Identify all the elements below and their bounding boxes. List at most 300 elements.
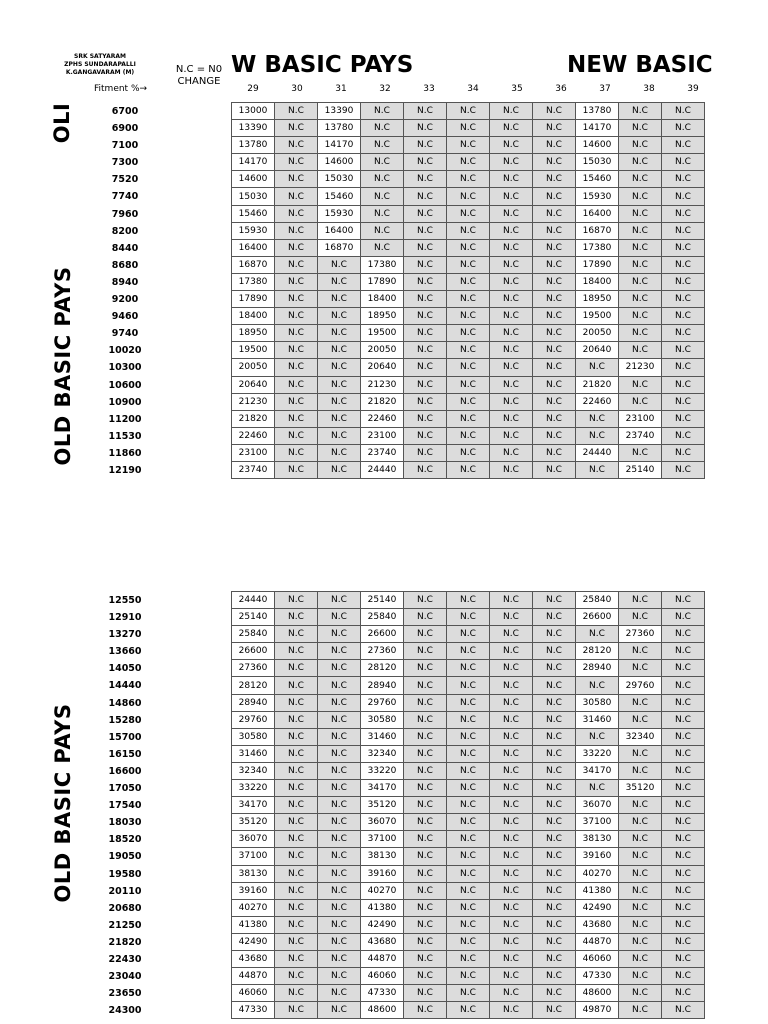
fitment-column-header: 37 bbox=[599, 84, 611, 94]
no-change-cell: N.C bbox=[533, 188, 576, 205]
table-row bbox=[232, 342, 705, 359]
new-basic-pay-cell: 31460 bbox=[576, 711, 619, 728]
fitment-column-header: 31 bbox=[335, 84, 347, 94]
no-change-cell: N.C bbox=[404, 745, 447, 762]
no-change-cell: N.C bbox=[533, 410, 576, 427]
table-row bbox=[232, 103, 705, 120]
new-basic-pay-cell: 48600 bbox=[361, 1002, 404, 1019]
no-change-cell: N.C bbox=[533, 626, 576, 643]
table-row bbox=[232, 171, 705, 188]
no-change-cell: N.C bbox=[533, 103, 576, 120]
no-change-cell: N.C bbox=[275, 933, 318, 950]
new-basic-pay-cell: 18950 bbox=[361, 308, 404, 325]
no-change-cell: N.C bbox=[447, 643, 490, 660]
table-row bbox=[232, 780, 705, 797]
no-change-cell: N.C bbox=[662, 188, 705, 205]
no-change-cell: N.C bbox=[318, 865, 361, 882]
new-basic-pay-cell: 17380 bbox=[232, 273, 275, 290]
new-basic-pay-cell: 38130 bbox=[576, 831, 619, 848]
new-basic-pay-cell: 15030 bbox=[318, 171, 361, 188]
old-basic-pay: 17540 bbox=[108, 800, 142, 812]
no-change-cell: N.C bbox=[490, 342, 533, 359]
no-change-cell: N.C bbox=[533, 137, 576, 154]
new-basic-pay-cell: 18950 bbox=[576, 291, 619, 308]
new-basic-pay-cell: 26600 bbox=[232, 643, 275, 660]
no-change-cell: N.C bbox=[275, 609, 318, 626]
new-basic-pay-cell: 14170 bbox=[576, 120, 619, 137]
no-change-cell: N.C bbox=[662, 427, 705, 444]
no-change-cell: N.C bbox=[662, 1002, 705, 1019]
no-change-cell: N.C bbox=[619, 814, 662, 831]
new-basic-pay-cell: 24440 bbox=[576, 444, 619, 461]
no-change-cell: N.C bbox=[275, 728, 318, 745]
no-change-cell: N.C bbox=[275, 968, 318, 985]
no-change-cell: N.C bbox=[619, 797, 662, 814]
no-change-cell: N.C bbox=[275, 376, 318, 393]
no-change-cell: N.C bbox=[318, 376, 361, 393]
no-change-cell: N.C bbox=[447, 154, 490, 171]
old-basic-pay: 19050 bbox=[108, 851, 142, 863]
table-row bbox=[232, 137, 705, 154]
no-change-cell: N.C bbox=[662, 985, 705, 1002]
new-basic-pay-cell: 32340 bbox=[361, 745, 404, 762]
no-change-cell: N.C bbox=[447, 848, 490, 865]
old-basic-pay: 8200 bbox=[111, 225, 139, 237]
new-basic-pay-cell: 25840 bbox=[361, 609, 404, 626]
new-basic-pay-cell: 35120 bbox=[232, 814, 275, 831]
new-basic-pay-cell: 18950 bbox=[232, 325, 275, 342]
new-basic-pay-cell: 16870 bbox=[232, 256, 275, 273]
new-basic-pay-cell: 42490 bbox=[232, 933, 275, 950]
side-label-old-basic-pays: OLD BASIC PAYS bbox=[51, 266, 75, 466]
new-basic-pay-cell: 16870 bbox=[318, 239, 361, 256]
old-basic-pay: 7100 bbox=[111, 140, 139, 152]
no-change-cell: N.C bbox=[318, 968, 361, 985]
no-change-cell: N.C bbox=[361, 137, 404, 154]
new-basic-pay-cell: 47330 bbox=[361, 985, 404, 1002]
no-change-cell: N.C bbox=[447, 103, 490, 120]
old-basic-pay: 22430 bbox=[108, 953, 142, 965]
no-change-cell: N.C bbox=[318, 643, 361, 660]
no-change-cell: N.C bbox=[275, 120, 318, 137]
table-row bbox=[232, 745, 705, 762]
no-change-cell: N.C bbox=[662, 444, 705, 461]
old-basic-pay: 21250 bbox=[108, 919, 142, 931]
new-basic-pay-cell: 24440 bbox=[361, 461, 404, 478]
new-basic-pay-cell: 46060 bbox=[361, 968, 404, 985]
old-basic-pay: 6700 bbox=[111, 106, 139, 117]
new-basic-pay-cell: 43680 bbox=[361, 933, 404, 950]
new-basic-pay-cell: 15930 bbox=[232, 222, 275, 239]
no-change-cell: N.C bbox=[447, 188, 490, 205]
new-basic-pay-cell: 25140 bbox=[361, 592, 404, 609]
no-change-cell: N.C bbox=[619, 256, 662, 273]
table-row bbox=[232, 376, 705, 393]
no-change-cell: N.C bbox=[619, 393, 662, 410]
no-change-cell: N.C bbox=[662, 933, 705, 950]
no-change-cell: N.C bbox=[490, 797, 533, 814]
old-basic-pay: 8680 bbox=[111, 259, 139, 271]
no-change-cell: N.C bbox=[490, 950, 533, 967]
no-change-cell: N.C bbox=[490, 444, 533, 461]
new-basic-pay-cell: 26600 bbox=[361, 626, 404, 643]
old-basic-pay: 11530 bbox=[108, 430, 142, 442]
new-basic-pay-cell: 13780 bbox=[576, 103, 619, 120]
table-row bbox=[232, 762, 705, 779]
old-basic-pay: 13660 bbox=[108, 646, 142, 658]
new-basic-pay-cell: 15930 bbox=[576, 188, 619, 205]
no-change-cell: N.C bbox=[490, 137, 533, 154]
no-change-cell: N.C bbox=[662, 291, 705, 308]
new-basic-pay-cell: 37100 bbox=[232, 848, 275, 865]
no-change-cell: N.C bbox=[490, 103, 533, 120]
no-change-cell: N.C bbox=[447, 444, 490, 461]
new-basic-pay-cell: 22460 bbox=[232, 427, 275, 444]
no-change-cell: N.C bbox=[490, 762, 533, 779]
no-change-cell: N.C bbox=[404, 865, 447, 882]
new-basic-pay-cell: 48600 bbox=[576, 985, 619, 1002]
old-basic-pay: 8440 bbox=[111, 242, 139, 254]
old-basic-pay: 16150 bbox=[108, 748, 142, 760]
no-change-cell: N.C bbox=[490, 120, 533, 137]
no-change-cell: N.C bbox=[533, 677, 576, 694]
new-basic-pay-cell: 20640 bbox=[232, 376, 275, 393]
no-change-cell: N.C bbox=[662, 831, 705, 848]
no-change-cell: N.C bbox=[533, 592, 576, 609]
new-basic-pay-cell: 20050 bbox=[232, 359, 275, 376]
no-change-cell: N.C bbox=[447, 899, 490, 916]
new-basic-pay-cell: 21230 bbox=[361, 376, 404, 393]
new-basic-pay-cell: 13390 bbox=[318, 103, 361, 120]
old-basic-pay: 8940 bbox=[111, 276, 139, 288]
no-change-cell: N.C bbox=[404, 256, 447, 273]
new-basic-pay-cell: 16400 bbox=[318, 222, 361, 239]
no-change-cell: N.C bbox=[662, 592, 705, 609]
old-basic-pay: 7960 bbox=[111, 208, 139, 220]
no-change-cell: N.C bbox=[490, 848, 533, 865]
no-change-cell: N.C bbox=[447, 222, 490, 239]
fitment-column-header: 34 bbox=[467, 84, 479, 94]
no-change-cell: N.C bbox=[490, 745, 533, 762]
no-change-cell: N.C bbox=[490, 188, 533, 205]
new-basic-pay-cell: 44870 bbox=[361, 950, 404, 967]
fitment-table-2 bbox=[231, 591, 705, 1019]
no-change-cell: N.C bbox=[404, 154, 447, 171]
no-change-cell: N.C bbox=[275, 694, 318, 711]
no-change-cell: N.C bbox=[275, 592, 318, 609]
no-change-cell: N.C bbox=[404, 291, 447, 308]
no-change-cell: N.C bbox=[533, 291, 576, 308]
new-basic-pay-cell: 34170 bbox=[576, 762, 619, 779]
old-pay-column bbox=[100, 103, 150, 479]
new-basic-pay-cell: 23740 bbox=[232, 461, 275, 478]
no-change-cell: N.C bbox=[318, 711, 361, 728]
no-change-cell: N.C bbox=[404, 677, 447, 694]
no-change-cell: N.C bbox=[662, 461, 705, 478]
no-change-cell: N.C bbox=[318, 797, 361, 814]
no-change-cell: N.C bbox=[490, 643, 533, 660]
no-change-cell: N.C bbox=[533, 205, 576, 222]
no-change-cell: N.C bbox=[490, 376, 533, 393]
no-change-cell: N.C bbox=[275, 359, 318, 376]
no-change-cell: N.C bbox=[619, 609, 662, 626]
new-basic-pay-cell: 31460 bbox=[361, 728, 404, 745]
new-basic-pay-cell: 35120 bbox=[361, 797, 404, 814]
no-change-cell: N.C bbox=[275, 103, 318, 120]
new-basic-pay-cell: 30580 bbox=[576, 694, 619, 711]
no-change-cell: N.C bbox=[404, 660, 447, 677]
no-change-cell: N.C bbox=[662, 848, 705, 865]
old-basic-pay: 9460 bbox=[111, 311, 139, 323]
no-change-cell: N.C bbox=[619, 711, 662, 728]
no-change-cell: N.C bbox=[533, 222, 576, 239]
no-change-cell: N.C bbox=[490, 222, 533, 239]
attribution-line: ZPHS SUNDARAPALLI bbox=[64, 61, 136, 68]
new-basic-pay-cell: 23740 bbox=[619, 427, 662, 444]
no-change-cell: N.C bbox=[318, 256, 361, 273]
no-change-cell: N.C bbox=[404, 137, 447, 154]
no-change-cell: N.C bbox=[490, 882, 533, 899]
table-row bbox=[232, 985, 705, 1002]
no-change-cell: N.C bbox=[404, 1002, 447, 1019]
old-basic-pay: 6900 bbox=[111, 123, 139, 135]
no-change-cell: N.C bbox=[533, 899, 576, 916]
no-change-cell: N.C bbox=[533, 171, 576, 188]
old-basic-pay: 23040 bbox=[108, 971, 142, 983]
no-change-cell: N.C bbox=[275, 848, 318, 865]
new-basic-pay-cell: 37100 bbox=[576, 814, 619, 831]
no-change-cell: N.C bbox=[318, 342, 361, 359]
no-change-cell: N.C bbox=[447, 342, 490, 359]
no-change-cell: N.C bbox=[447, 376, 490, 393]
no-change-cell: N.C bbox=[447, 728, 490, 745]
table-row bbox=[232, 427, 705, 444]
no-change-cell: N.C bbox=[533, 325, 576, 342]
no-change-cell: N.C bbox=[619, 950, 662, 967]
no-change-cell: N.C bbox=[275, 444, 318, 461]
table-row bbox=[232, 831, 705, 848]
no-change-cell: N.C bbox=[662, 137, 705, 154]
no-change-cell: N.C bbox=[619, 745, 662, 762]
new-basic-pay-cell: 13000 bbox=[232, 103, 275, 120]
no-change-cell: N.C bbox=[662, 814, 705, 831]
new-basic-pay-cell: 31460 bbox=[232, 745, 275, 762]
no-change-cell: N.C bbox=[490, 325, 533, 342]
new-basic-pay-cell: 21820 bbox=[361, 393, 404, 410]
table-row bbox=[232, 643, 705, 660]
new-basic-pay-cell: 36070 bbox=[576, 797, 619, 814]
no-change-cell: N.C bbox=[662, 780, 705, 797]
no-change-cell: N.C bbox=[318, 626, 361, 643]
new-basic-pay-cell: 15460 bbox=[576, 171, 619, 188]
new-basic-pay-cell: 14600 bbox=[576, 137, 619, 154]
no-change-cell: N.C bbox=[404, 899, 447, 916]
new-basic-pay-cell: 17380 bbox=[576, 239, 619, 256]
new-basic-pay-cell: 21820 bbox=[576, 376, 619, 393]
new-basic-pay-cell: 43680 bbox=[576, 916, 619, 933]
new-basic-pay-cell: 25840 bbox=[576, 592, 619, 609]
table-row bbox=[232, 291, 705, 308]
new-basic-pay-cell: 20050 bbox=[576, 325, 619, 342]
no-change-cell: N.C bbox=[404, 985, 447, 1002]
no-change-cell: N.C bbox=[662, 694, 705, 711]
no-change-cell: N.C bbox=[361, 205, 404, 222]
no-change-cell: N.C bbox=[662, 256, 705, 273]
no-change-cell: N.C bbox=[490, 660, 533, 677]
no-change-cell: N.C bbox=[533, 444, 576, 461]
table-row bbox=[232, 728, 705, 745]
no-change-cell: N.C bbox=[447, 325, 490, 342]
no-change-cell: N.C bbox=[490, 677, 533, 694]
no-change-cell: N.C bbox=[404, 694, 447, 711]
no-change-cell: N.C bbox=[404, 762, 447, 779]
no-change-cell: N.C bbox=[404, 780, 447, 797]
new-basic-pay-cell: 20050 bbox=[361, 342, 404, 359]
no-change-cell: N.C bbox=[662, 342, 705, 359]
no-change-cell: N.C bbox=[404, 728, 447, 745]
fitment-column-header: 39 bbox=[687, 84, 699, 94]
no-change-cell: N.C bbox=[619, 831, 662, 848]
no-change-cell: N.C bbox=[533, 814, 576, 831]
old-basic-pay: 13270 bbox=[108, 629, 142, 641]
new-basic-pay-cell: 20640 bbox=[361, 359, 404, 376]
old-basic-pay: 16600 bbox=[108, 765, 142, 777]
new-basic-pay-cell: 23100 bbox=[361, 427, 404, 444]
old-basic-pay: 17050 bbox=[108, 783, 142, 795]
new-basic-pay-cell: 15030 bbox=[576, 154, 619, 171]
new-basic-pay-cell: 19500 bbox=[232, 342, 275, 359]
new-basic-pay-cell: 14170 bbox=[232, 154, 275, 171]
no-change-cell: N.C bbox=[447, 291, 490, 308]
no-change-cell: N.C bbox=[275, 882, 318, 899]
new-basic-pay-cell: 23100 bbox=[619, 410, 662, 427]
new-basic-pay-cell: 38130 bbox=[361, 848, 404, 865]
no-change-cell: N.C bbox=[533, 985, 576, 1002]
no-change-cell: N.C bbox=[490, 916, 533, 933]
new-basic-pay-cell: 24440 bbox=[232, 592, 275, 609]
no-change-cell: N.C bbox=[533, 797, 576, 814]
fitment-column-header: 36 bbox=[555, 84, 567, 94]
title-new-basic-pays: W BASIC PAYS bbox=[231, 52, 414, 78]
new-basic-pay-cell: 13780 bbox=[318, 120, 361, 137]
no-change-cell: N.C bbox=[404, 308, 447, 325]
table-row bbox=[232, 797, 705, 814]
no-change-cell: N.C bbox=[662, 899, 705, 916]
no-change-cell: N.C bbox=[447, 137, 490, 154]
no-change-cell: N.C bbox=[275, 393, 318, 410]
new-basic-pay-cell: 16400 bbox=[576, 205, 619, 222]
no-change-cell: N.C bbox=[318, 461, 361, 478]
no-change-cell: N.C bbox=[318, 393, 361, 410]
old-basic-pay: 15700 bbox=[108, 731, 142, 743]
no-change-cell: N.C bbox=[404, 103, 447, 120]
new-basic-pay-cell: 16400 bbox=[232, 239, 275, 256]
new-basic-pay-cell: 42490 bbox=[361, 916, 404, 933]
no-change-cell: N.C bbox=[361, 154, 404, 171]
no-change-cell: N.C bbox=[490, 461, 533, 478]
no-change-cell: N.C bbox=[275, 308, 318, 325]
no-change-cell: N.C bbox=[619, 592, 662, 609]
old-basic-pay: 10020 bbox=[108, 345, 142, 357]
no-change-cell: N.C bbox=[318, 780, 361, 797]
no-change-cell: N.C bbox=[318, 745, 361, 762]
new-basic-pay-cell: 13390 bbox=[232, 120, 275, 137]
no-change-cell: N.C bbox=[619, 291, 662, 308]
no-change-cell: N.C bbox=[619, 308, 662, 325]
new-basic-pay-cell: 33220 bbox=[576, 745, 619, 762]
no-change-cell: N.C bbox=[662, 205, 705, 222]
old-basic-pay: 20110 bbox=[108, 885, 142, 897]
no-change-cell: N.C bbox=[490, 308, 533, 325]
new-basic-pay-cell: 21230 bbox=[232, 393, 275, 410]
no-change-cell: N.C bbox=[318, 950, 361, 967]
old-basic-pay: 15280 bbox=[108, 714, 142, 726]
side-label-fragment: OLI bbox=[50, 102, 74, 144]
no-change-cell: N.C bbox=[490, 205, 533, 222]
no-change-cell: N.C bbox=[275, 325, 318, 342]
no-change-cell: N.C bbox=[490, 626, 533, 643]
no-change-cell: N.C bbox=[275, 643, 318, 660]
no-change-cell: N.C bbox=[619, 882, 662, 899]
no-change-cell: N.C bbox=[318, 291, 361, 308]
new-basic-pay-cell: 32340 bbox=[619, 728, 662, 745]
new-basic-pay-cell: 39160 bbox=[576, 848, 619, 865]
no-change-cell: N.C bbox=[662, 968, 705, 985]
no-change-cell: N.C bbox=[404, 359, 447, 376]
new-basic-pay-cell: 17890 bbox=[361, 273, 404, 290]
new-basic-pay-cell: 49870 bbox=[576, 1002, 619, 1019]
no-change-cell: N.C bbox=[490, 359, 533, 376]
no-change-cell: N.C bbox=[619, 120, 662, 137]
new-basic-pay-cell: 39160 bbox=[232, 882, 275, 899]
no-change-cell: N.C bbox=[275, 899, 318, 916]
no-change-cell: N.C bbox=[490, 609, 533, 626]
no-change-cell: N.C bbox=[318, 814, 361, 831]
no-change-cell: N.C bbox=[533, 393, 576, 410]
side-label-old-basic-pays: OLD BASIC PAYS bbox=[51, 703, 75, 903]
no-change-cell: N.C bbox=[275, 745, 318, 762]
new-basic-pay-cell: 40270 bbox=[576, 865, 619, 882]
no-change-cell: N.C bbox=[275, 677, 318, 694]
fitment-label: Fitment %→ bbox=[94, 84, 148, 94]
new-basic-pay-cell: 28120 bbox=[232, 677, 275, 694]
new-basic-pay-cell: 29760 bbox=[361, 694, 404, 711]
no-change-cell: N.C bbox=[490, 427, 533, 444]
new-basic-pay-cell: 18400 bbox=[361, 291, 404, 308]
no-change-cell: N.C bbox=[318, 848, 361, 865]
no-change-cell: N.C bbox=[662, 626, 705, 643]
no-change-cell: N.C bbox=[275, 865, 318, 882]
no-change-cell: N.C bbox=[404, 410, 447, 427]
no-change-cell: N.C bbox=[275, 239, 318, 256]
table-row bbox=[232, 677, 705, 694]
new-basic-pay-cell: 37100 bbox=[361, 831, 404, 848]
new-basic-pay-cell: 13780 bbox=[232, 137, 275, 154]
new-basic-pay-cell: 15030 bbox=[232, 188, 275, 205]
no-change-cell: N.C bbox=[447, 359, 490, 376]
no-change-cell: N.C bbox=[318, 444, 361, 461]
new-basic-pay-cell: 27360 bbox=[232, 660, 275, 677]
no-change-cell: N.C bbox=[619, 762, 662, 779]
no-change-cell: N.C bbox=[490, 985, 533, 1002]
new-basic-pay-cell: 29760 bbox=[232, 711, 275, 728]
no-change-cell: N.C bbox=[318, 592, 361, 609]
table-row bbox=[232, 865, 705, 882]
new-basic-pay-cell: 30580 bbox=[232, 728, 275, 745]
no-change-cell: N.C bbox=[404, 325, 447, 342]
table-row bbox=[232, 916, 705, 933]
new-basic-pay-cell: 28940 bbox=[361, 677, 404, 694]
